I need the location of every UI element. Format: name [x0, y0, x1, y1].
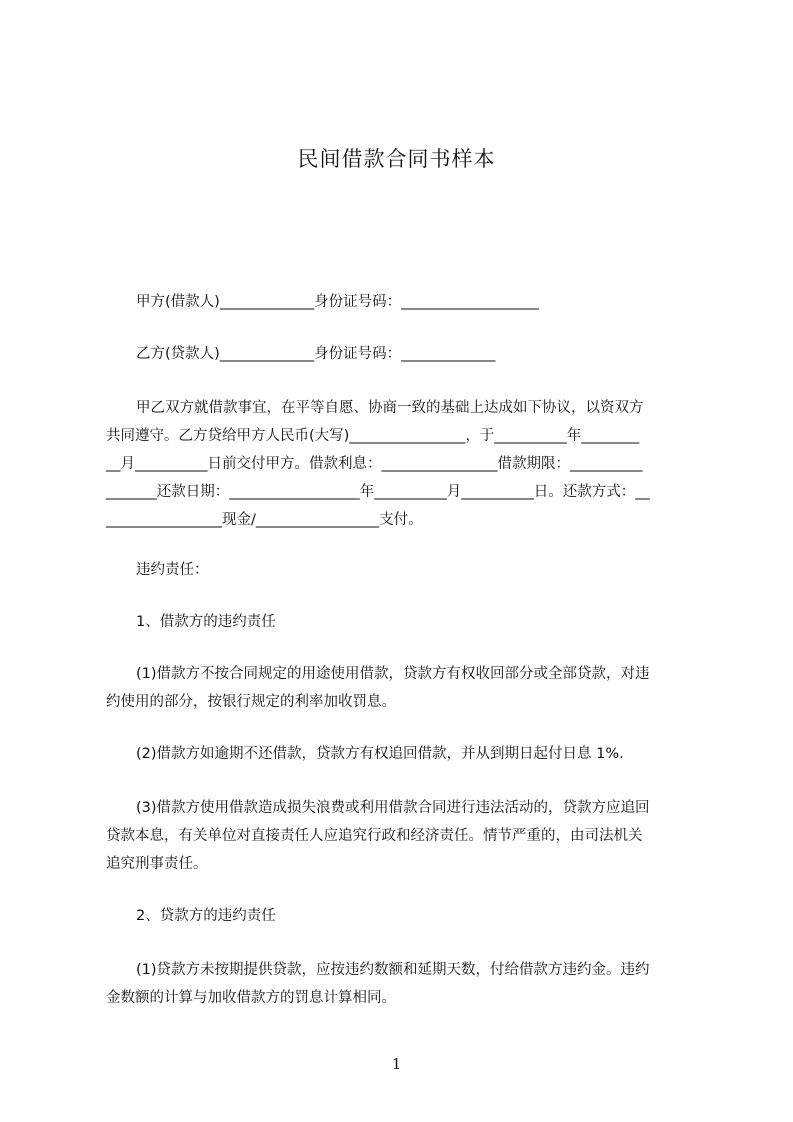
s1-item3-line: (3)借款方使用借款造成损失浪费或利用借款合同进行违法活动的，贷款方应追回 [136, 800, 650, 816]
section1-heading: 1、借款方的违约责任 [136, 614, 276, 630]
breach-heading: 违约责任： [136, 562, 209, 578]
party-b-line: 乙方(贷款人)_____________身份证号码：_____________ [136, 346, 496, 362]
page-number: 1 [391, 1055, 402, 1073]
agreement-line: __月__________日前交付甲方。借款利息：________________借款期限：__________ [106, 456, 643, 472]
agreement-line: 共同遵守。乙方贷给甲方人民币(大写)________________，于__________年________ [106, 428, 640, 444]
s1-item3-line: 贷款本息，有关单位对直接责任人应追究行政和经济责任。情节严重的，由司法机关 [106, 828, 643, 844]
agreement-line: ________________现金/_________________支付。 [106, 512, 423, 528]
document-title: 民间借款合同书样本 [297, 147, 496, 171]
s1-item1-line: (1)借款方不按合同规定的用途使用借款，贷款方有权收回部分或全部贷款，对违 [136, 666, 650, 682]
s1-item3-line: 追究刑事责任。 [106, 856, 208, 872]
agreement-line: _______还款日期：__________________年__________月__________日。还款方式：__ [106, 484, 650, 500]
s1-item2: (2)借款方如逾期不还借款，贷款方有权追回借款，并从到期日起付日息 1%. [136, 746, 624, 762]
s2-item1-line: 金数额的计算与加收借款方的罚息计算相同。 [106, 990, 396, 1006]
s2-item1-line: (1)贷款方未按期提供贷款，应按违约数额和延期天数，付给借款方违约金。违约 [136, 962, 650, 978]
agreement-line: 甲乙双方就借款事宜，在平等自愿、协商一致的基础上达成如下协议，以资双方 [136, 400, 644, 416]
party-a-line: 甲方(借款人)_____________身份证号码：___________________ [136, 294, 539, 310]
s1-item1-line: 约使用的部分，按银行规定的利率加收罚息。 [106, 694, 396, 710]
section2-heading: 2、贷款方的违约责任 [136, 908, 276, 924]
